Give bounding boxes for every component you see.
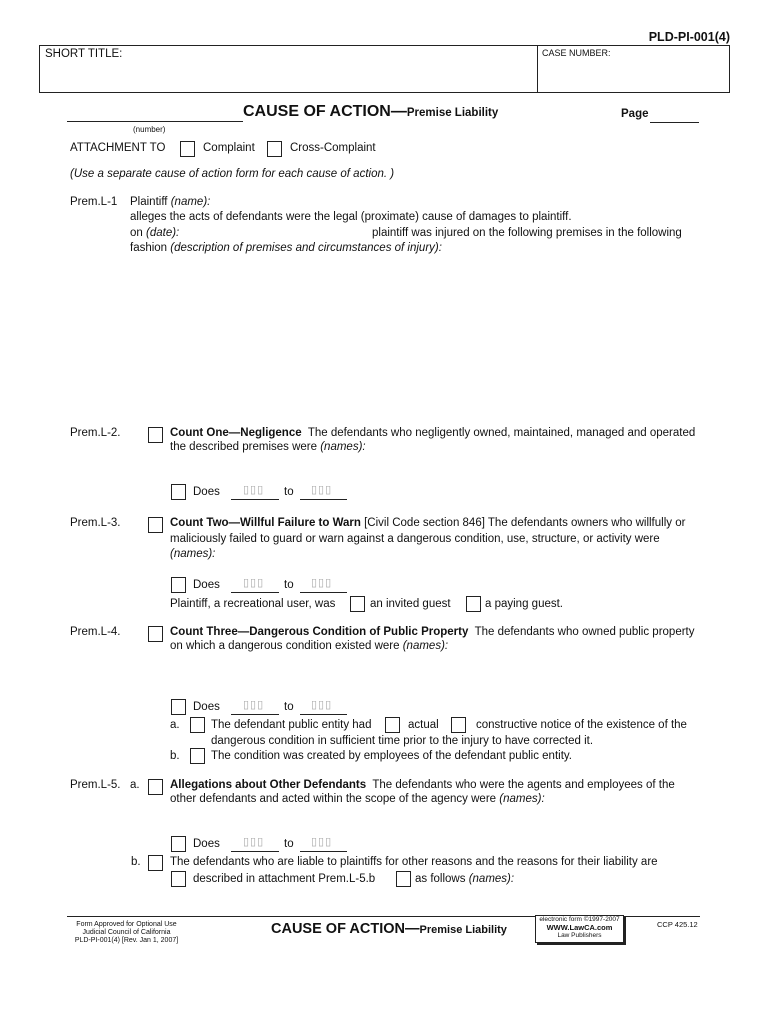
title-main: CAUSE OF ACTION xyxy=(243,103,391,120)
ccp-citation: CCP 425.12 xyxy=(657,920,698,929)
count-one-does-from[interactable]: ▯▯▯ xyxy=(243,484,265,496)
stamp-line3: Law Publishers xyxy=(557,932,602,939)
short-title-label: SHORT TITLE: xyxy=(45,48,123,60)
count-two-names-field[interactable] xyxy=(215,548,685,572)
other-defendants-does-to-line[interactable] xyxy=(300,851,347,852)
prem-l3-line1 xyxy=(170,517,685,529)
count-three-heading: Count Three—Dangerous Condition of Public Property xyxy=(170,626,469,638)
count-one-text: The defendants who negligently owned, maintained, managed and operated xyxy=(307,427,696,439)
other-defendants-text: The defendants who were the agents and employees of the xyxy=(372,779,675,791)
prem-l5-b-label: b. xyxy=(131,856,141,868)
count-three-does-to-label: to xyxy=(284,701,294,713)
prem-l4-line1 xyxy=(170,626,694,638)
count-three-does-from-line[interactable] xyxy=(231,714,279,715)
count-two-heading: Count Two—Willful Failure to Warn xyxy=(170,517,361,529)
prem-l3-id: Prem.L-3. xyxy=(70,517,121,529)
as-follows-label xyxy=(415,873,514,885)
complaint-checkbox[interactable] xyxy=(180,141,195,157)
count-three-text: The defendants who owned public property xyxy=(474,626,695,638)
described-attachment-checkbox[interactable] xyxy=(171,871,186,887)
prem-l5-line1 xyxy=(170,779,675,791)
count-one-does-to[interactable]: ▯▯▯ xyxy=(311,484,333,496)
count-three-text2: on which a dangerous condition existed were xyxy=(170,640,400,652)
footer-title-dash: — xyxy=(405,921,420,937)
prem-l1-injured: plaintiff was injured on the following premises in the following xyxy=(372,227,682,239)
prem-l2-id: Prem.L-2. xyxy=(70,427,121,439)
title-sub: Premise Liability xyxy=(406,107,499,119)
case-number-field[interactable] xyxy=(542,62,722,88)
count-one-does-from-line[interactable] xyxy=(231,499,279,500)
other-defendants-names-field[interactable] xyxy=(170,809,690,835)
number-hint: (number) xyxy=(133,125,166,134)
footer-title-main: CAUSE OF ACTION xyxy=(271,921,405,937)
prem-l4-line2 xyxy=(170,640,448,652)
premises-description-field[interactable] xyxy=(130,258,700,418)
footer-approval xyxy=(68,921,185,945)
prem-l4-a-label: a. xyxy=(170,719,180,731)
attachment-note: (Use a separate cause of action form for each cause of action. ) xyxy=(70,168,395,180)
footer-title-sub: Premise Liability xyxy=(419,924,507,936)
count-one-does-to-line[interactable] xyxy=(300,499,347,500)
prem-l5-b-text1: The defendants who are liable to plaintiffs for other reasons and the reasons for their liability are xyxy=(170,856,658,868)
as-follows-hint: (names): xyxy=(468,873,515,885)
prem-l2-line1 xyxy=(170,427,695,439)
prem-l4-id: Prem.L-4. xyxy=(70,626,121,638)
prem-l1-fashion xyxy=(130,242,442,254)
prem-l5-line2 xyxy=(170,793,545,805)
approved-line2: Judicial Council of California xyxy=(82,929,171,936)
count-one-does-label: Does xyxy=(193,486,220,498)
other-defendants-text2: other defendants and acted within the scope of the agency were xyxy=(170,793,497,805)
count-two-does-label: Does xyxy=(193,579,220,591)
other-defendants-does-to[interactable]: ▯▯▯ xyxy=(311,836,333,848)
page-title xyxy=(243,103,498,121)
page-number-line[interactable] xyxy=(650,122,699,123)
stamp-line1: electronic form ©1997-2007 xyxy=(539,916,620,923)
name-hint: (name): xyxy=(170,196,211,208)
actual-label: actual xyxy=(408,719,439,731)
attachment-label: ATTACHMENT TO xyxy=(70,142,166,154)
count-three-does-to-line[interactable] xyxy=(300,714,347,715)
publisher-stamp xyxy=(535,915,624,943)
invited-guest-label: an invited guest xyxy=(370,598,451,610)
count-two-names-hint: (names): xyxy=(170,548,216,560)
prem-l2-line2 xyxy=(170,441,366,453)
page-label: Page xyxy=(621,108,649,120)
count-three-names-hint: (names): xyxy=(402,640,449,652)
prem-l5-a-label: a. xyxy=(130,779,140,791)
count-two-checkbox[interactable] xyxy=(148,517,163,533)
other-defendants-does-from[interactable]: ▯▯▯ xyxy=(243,836,265,848)
constructive-notice-checkbox[interactable] xyxy=(451,717,466,733)
short-title-field[interactable] xyxy=(120,48,530,88)
count-two-text: [Civil Code section 846] The defendants owners who willfully or xyxy=(364,517,686,529)
prem-l4-b-label: b. xyxy=(170,750,180,762)
date-hint: (date): xyxy=(146,227,180,239)
prem-l5-id: Prem.L-5. xyxy=(70,779,121,791)
plaintiff-name-field[interactable] xyxy=(212,196,692,210)
prem-l3-line2: maliciously failed to guard or warn against a dangerous condition, use, structure, or activity were xyxy=(170,533,660,545)
paying-guest-checkbox[interactable] xyxy=(466,596,481,612)
count-one-heading: Count One—Negligence xyxy=(170,427,302,439)
complaint-label: Complaint xyxy=(203,142,255,154)
count-two-does-checkbox[interactable] xyxy=(171,577,186,593)
other-defendants-names-hint: (names): xyxy=(499,793,545,805)
form-code: PLD-PI-001(4) xyxy=(648,30,730,44)
described-attachment-label: described in attachment Prem.L-5.b xyxy=(193,873,376,885)
fashion-label: fashion xyxy=(130,242,168,254)
case-number-divider xyxy=(537,46,538,92)
condition-created-checkbox[interactable] xyxy=(190,748,205,764)
other-defendants-does-label: Does xyxy=(193,838,220,850)
count-two-does-to-label: to xyxy=(284,579,294,591)
on-label: on xyxy=(130,227,143,239)
count-one-names-hint: (names): xyxy=(320,441,366,453)
count-three-does-label: Does xyxy=(193,701,220,713)
fashion-hint: (description of premises and circumstances of injury): xyxy=(170,242,442,254)
other-defendants-heading: Allegations about Other Defendants xyxy=(170,779,367,791)
stamp-line2: WWW.LawCA.com xyxy=(546,923,613,932)
prem-l4-a-line2: dangerous condition in sufficient time prior to the injury to have corrected it. xyxy=(211,735,594,747)
count-three-does-to[interactable]: ▯▯▯ xyxy=(311,699,333,711)
cause-number-line[interactable] xyxy=(67,121,243,122)
count-one-names-field[interactable] xyxy=(170,456,690,478)
count-three-does-checkbox[interactable] xyxy=(171,699,186,715)
count-one-does-checkbox[interactable] xyxy=(171,484,186,500)
count-one-text2: the described premises were xyxy=(170,441,318,453)
constructive-label: constructive notice of the existence of the xyxy=(476,719,687,731)
count-three-checkbox[interactable] xyxy=(148,626,163,642)
actual-notice-checkbox[interactable] xyxy=(385,717,400,733)
prem-l1-on xyxy=(130,227,179,239)
recreational-user-text: Plaintiff, a recreational user, was xyxy=(170,598,336,610)
count-two-does-to[interactable]: ▯▯▯ xyxy=(311,577,333,589)
cross-complaint-label: Cross-Complaint xyxy=(290,142,376,154)
case-number-label: CASE NUMBER: xyxy=(542,48,611,58)
approved-line1: Form Approved for Optional Use xyxy=(76,921,177,928)
prem-l1-id: Prem.L-1 xyxy=(70,196,118,208)
count-two-does-from[interactable]: ▯▯▯ xyxy=(243,577,265,589)
paying-guest-label: a paying guest. xyxy=(485,598,564,610)
other-defendants-does-from-line[interactable] xyxy=(231,851,279,852)
other-defendants-does-checkbox[interactable] xyxy=(171,836,186,852)
other-defendants-checkbox[interactable] xyxy=(148,779,163,795)
count-two-does-to-line[interactable] xyxy=(300,592,347,593)
cross-complaint-checkbox[interactable] xyxy=(267,141,282,157)
public-entity-text: The defendant public entity had xyxy=(211,719,372,731)
plaintiff-label: Plaintiff xyxy=(130,196,168,208)
prem-l1-plaintiff xyxy=(130,196,210,208)
approved-line3: PLD-PI-001(4) [Rev. Jan 1, 2007] xyxy=(74,937,179,944)
invited-guest-checkbox[interactable] xyxy=(350,596,365,612)
other-reasons-checkbox[interactable] xyxy=(148,855,163,871)
footer-title xyxy=(271,921,507,937)
as-follows-checkbox[interactable] xyxy=(396,871,411,887)
other-defendants-does-to-label: to xyxy=(284,838,294,850)
as-follows-text: as follows xyxy=(415,873,466,885)
count-two-does-from-line[interactable] xyxy=(231,592,279,593)
count-three-names-field[interactable] xyxy=(170,656,690,694)
count-one-checkbox[interactable] xyxy=(148,427,163,443)
count-one-does-to-label: to xyxy=(284,486,294,498)
public-entity-notice-checkbox[interactable] xyxy=(190,717,205,733)
injury-date-field[interactable] xyxy=(195,227,365,241)
condition-created-text: The condition was created by employees of the defendant public entity. xyxy=(211,750,572,762)
prem-l1-alleges: alleges the acts of defendants were the legal (proximate) cause of damages to plaintiff. xyxy=(130,211,572,223)
count-three-does-from[interactable]: ▯▯▯ xyxy=(243,699,265,711)
title-dash: — xyxy=(390,103,407,120)
